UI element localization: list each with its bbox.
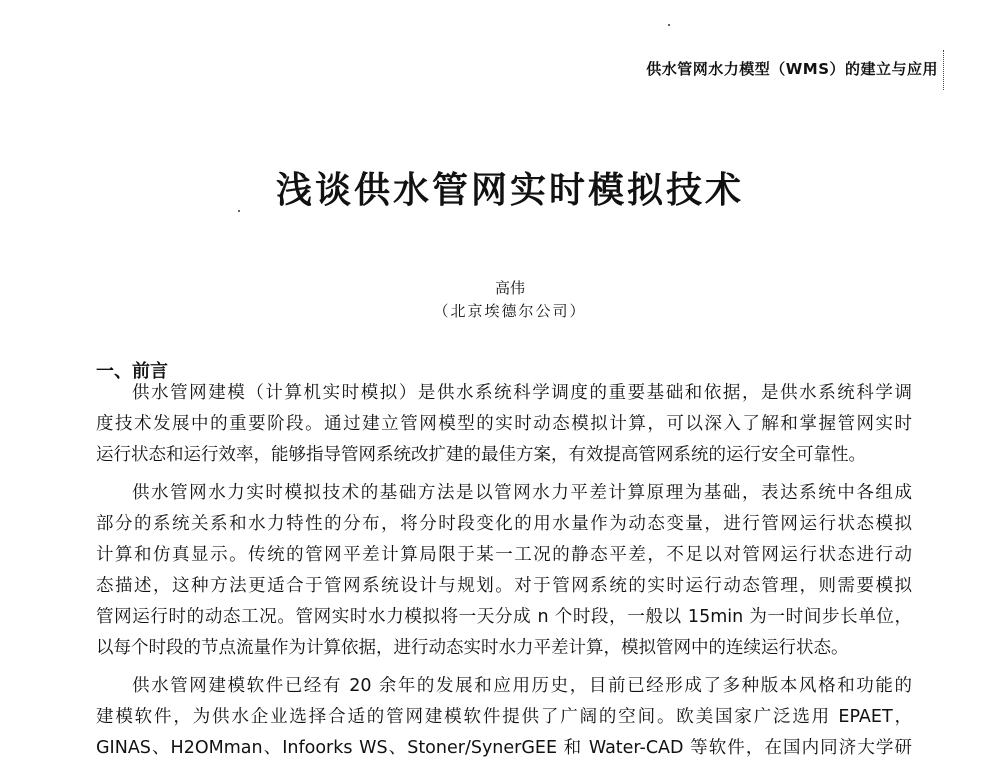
text-line: 建模软件，为供水企业选择合适的管网建模软件提供了广阔的空间。欧美国家广泛选用 EPAET， xyxy=(96,707,912,727)
scan-margin-marks xyxy=(943,50,947,90)
text-line: 计算和仿真显示。传统的管网平差计算局限于某一工况的静态平差，不足以对管网运行状态进行动 xyxy=(96,545,912,565)
text-line: 态描述，这种方法更适合于管网系统设计与规划。对于管网系统的实时运行动态管理，则需要模拟 xyxy=(96,576,912,596)
text-line: 度技术发展中的重要阶段。通过建立管网模型的实时动态模拟计算，可以深入了解和掌握管网实时 xyxy=(96,414,912,434)
text-line: 供水管网建模软件已经有 20 余年的发展和应用历史，目前已经形成了多种版本风格和功能的 xyxy=(132,676,912,696)
text-line: 以每个时段的节点流量作为计算依据，进行动态实时水力平差计算，模拟管网中的连续运行状态。 xyxy=(96,638,849,658)
section-heading: 一、前言 xyxy=(96,361,168,382)
article-title: 浅谈供水管网实时模拟技术 xyxy=(275,170,744,211)
paragraph xyxy=(96,378,912,471)
text-line: GINAS、H2OMman、Infoorks WS、Stoner/SynerGEE 和 Water-CAD 等软件，在国内同济大学研 xyxy=(96,738,912,758)
running-head: 供水管网水力模型（WMS）的建立与应用 xyxy=(646,60,938,78)
scan-speck xyxy=(668,24,670,26)
paragraph xyxy=(96,478,912,664)
text-line: 供水管网建模（计算机实时模拟）是供水系统科学调度的重要基础和依据，是供水系统科学调 xyxy=(132,383,912,403)
paragraph xyxy=(96,671,912,764)
text-line: 管网运行时的动态工况。管网实时水力模拟将一天分成 n 个时段，一般以 15min 为一时间步长单位， xyxy=(96,607,912,627)
affiliation: （北京埃德尔公司） xyxy=(433,302,587,320)
text-line: 供水管网水力实时模拟技术的基础方法是以管网水力平差计算原理为基础，表达系统中各组成 xyxy=(132,483,912,503)
article-body xyxy=(96,378,912,771)
text-line: 部分的系统关系和水力特性的分布，将分时段变化的用水量作为动态变量，进行管网运行状态模拟 xyxy=(96,514,912,534)
text-line: 运行状态和运行效率，能够指导管网系统改扩建的最佳方案，有效提高管网系统的运行安全可靠性。 xyxy=(96,445,866,465)
author: 高伟 xyxy=(494,279,525,297)
